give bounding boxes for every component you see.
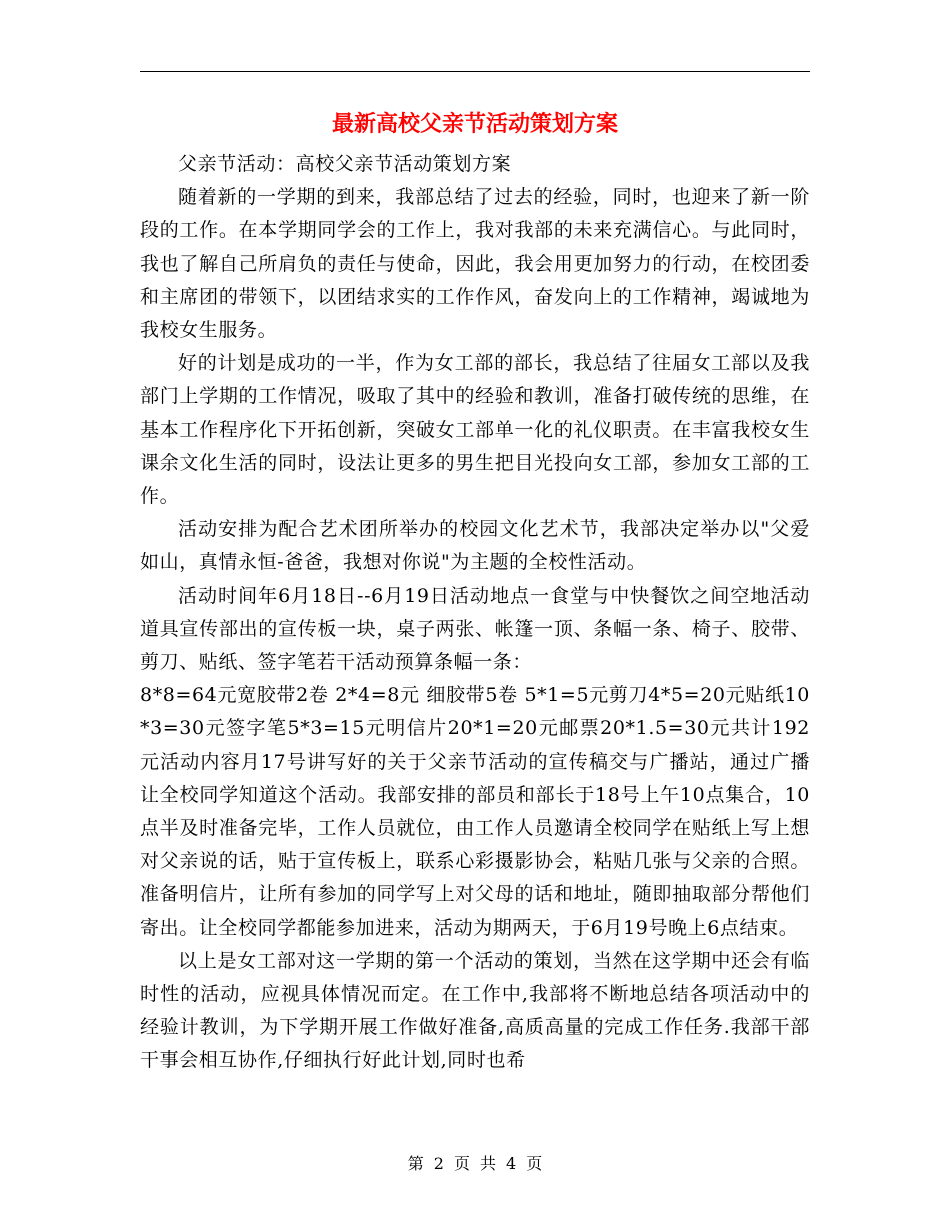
body-paragraph: 好的计划是成功的一半，作为女工部的部长，我总结了往届女工部以及我部门上学期的工作情况，吸取了其中的经验和教训，准备打破传统的思维，在基本工作程序化下开拓创新，突破女工部单一化的礼仪职责。在丰富我校女生课余文化生活的同时，设法让更多的男生把目光投向女工部，参加女工部的工作。	[140, 352, 810, 508]
page-footer	[0, 1152, 950, 1176]
footer-total-prefix: 共	[480, 1154, 497, 1173]
footer-total-pages: 4	[506, 1154, 517, 1173]
footer-suffix: 页	[526, 1154, 543, 1173]
body-paragraph: 活动时间年6月18日--6月19日活动地点一食堂与中快餐饮之间空地活动道具宣传部出的宣传板一块，桌子两张、帐篷一顶、条幅一条、椅子、胶带、剪刀、贴纸、签字笔若干活动预算条幅一条：	[140, 584, 810, 674]
footer-page-number: 2	[433, 1154, 444, 1173]
body-paragraph: 随着新的一学期的到来，我部总结了过去的经验，同时，也迎来了新一阶段的工作。在本学期同学会的工作上，我对我部的未来充满信心。与此同时，我也了解自己所肩负的责任与使命，因此，我会用更加努力的行动，在校团委和主席团的带领下，以团结求实的工作作风，奋发向上的工作精神，竭诚地为我校女生服务。	[140, 186, 810, 342]
document-body	[140, 148, 810, 1078]
header-rule	[140, 71, 810, 72]
subtitle-paragraph: 父亲节活动：高校父亲节活动策划方案	[178, 153, 512, 175]
footer-page-word: 页	[453, 1154, 470, 1173]
body-paragraph: 以上是女工部对这一学期的第一个活动的策划，当然在这学期中还会有临时性的活动，应视具体情况而定。在工作中,我部将不断地总结各项活动中的经验计教训，为下学期开展工作做好准备,高质高量的完成工作任务.我部干部干事会相互协作,仔细执行好此计划,同时也希	[140, 949, 810, 1072]
body-paragraph: 活动安排为配合艺术团所举办的校园文化艺术节，我部决定举办以"父爱如山，真情永恒-爸爸，我想对你说"为主题的全校性活动。	[140, 518, 810, 574]
budget-paragraph: 8*8=64元宽胶带2卷 2*4=8元 细胶带5卷 5*1=5元剪刀4*5=20元贴纸10*3=30元签字笔5*3=15元明信片20*1=20元邮票20*1.5=30元共计192元活动内容月17号讲写好的关于父亲节活动的宣传稿交与广播站，通过广播让全校同学知道这个活动。我部安排的部员和部长于18号上午10点集合，10点半及时准备完毕，工作人员就位，由工作人员邀请全校同学在贴纸上写上想对父亲说的话，贴于宣传板上，联系心彩摄影协会，粘贴几张与父亲的合照。准备明信片，让所有参加的同学写上对父母的话和地址，随即抽取部分帮他们寄出。让全校同学都能参加进来，活动为期两天，于6月19号晚上6点结束。	[140, 684, 810, 939]
document-title: 最新高校父亲节活动策划方案	[331, 112, 618, 137]
footer-prefix: 第	[407, 1154, 424, 1173]
